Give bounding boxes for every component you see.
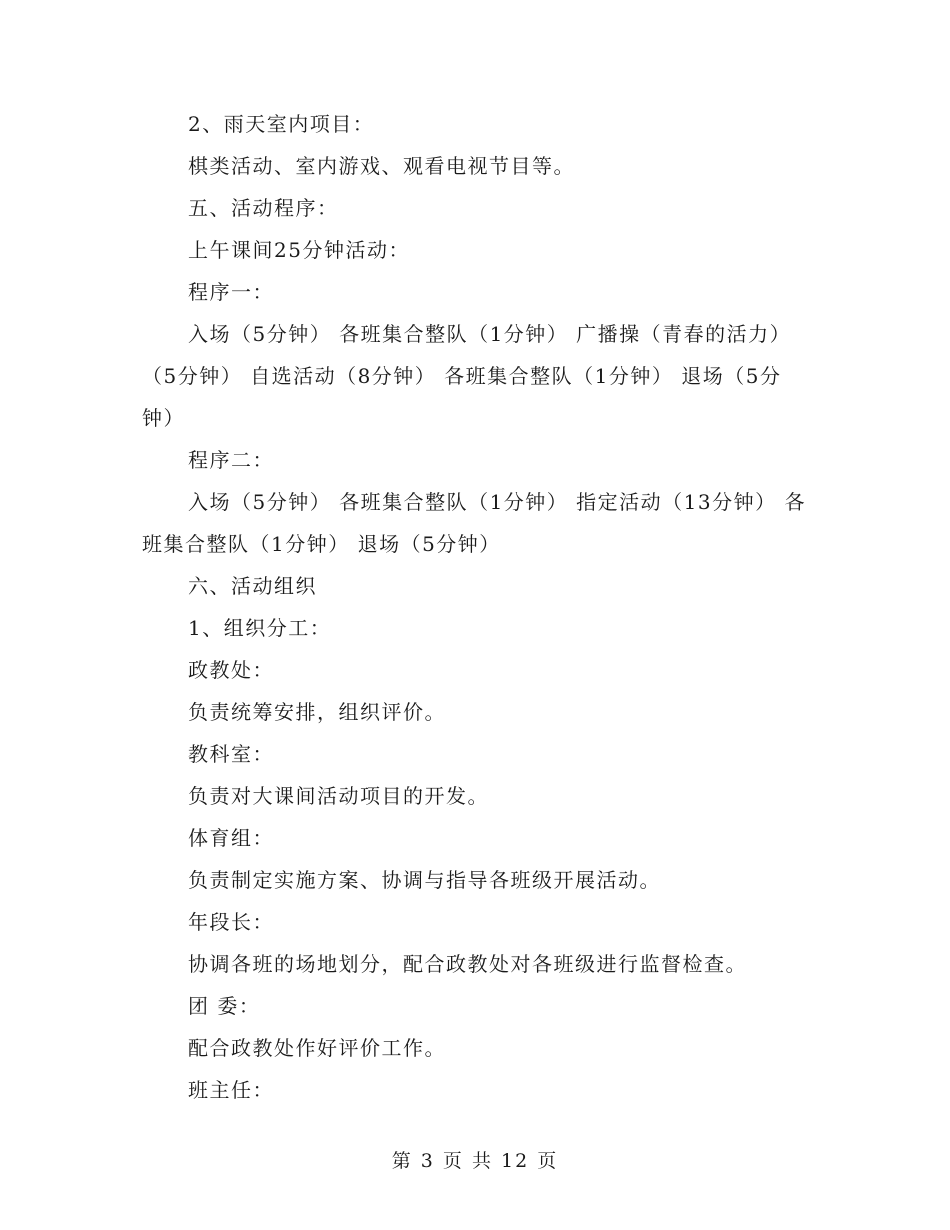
paragraph-indoor-activities: 棋类活动、室内游戏、观看电视节目等。 <box>188 154 575 178</box>
heading-activity-organization: 六、活动组织 <box>188 574 317 598</box>
paragraph-pe-duty: 负责制定实施方案、协调与指导各班级开展活动。 <box>188 868 661 892</box>
paragraph-procedure-one-steps: 入场（5分钟） 各班集合整队（1分钟） 广播操（青春的活力）（5分钟） 自选活动（8分钟） 各班集合整队（1分钟） 退场（5分钟） <box>142 322 792 430</box>
paragraph-research-duty: 负责对大课间活动项目的开发。 <box>188 784 489 808</box>
label-pe-group: 体育组： <box>188 826 274 850</box>
label-grade-leader: 年段长： <box>188 910 274 934</box>
paragraph-youth-league-duty: 配合政教处作好评价工作。 <box>188 1036 446 1060</box>
label-class-teacher: 班主任： <box>188 1078 274 1102</box>
document-body <box>142 103 810 1111</box>
paragraph-political-education-duty: 负责统筹安排，组织评价。 <box>188 700 446 724</box>
paragraph-morning-break: 上午课间25分钟活动： <box>188 238 410 262</box>
heading-procedure-two: 程序二： <box>188 448 274 472</box>
paragraph-procedure-two-steps: 入场（5分钟） 各班集合整队（1分钟） 指定活动（13分钟） 各班集合整队（1分钟） 退场（5分钟） <box>142 490 806 556</box>
paragraph-grade-leader-duty: 协调各班的场地划分，配合政教处对各班级进行监督检查。 <box>188 952 747 976</box>
label-youth-league: 团 委： <box>188 994 261 1018</box>
label-political-education-office: 政教处： <box>188 658 274 682</box>
heading-activity-procedure: 五、活动程序： <box>188 196 339 220</box>
label-research-office: 教科室： <box>188 742 274 766</box>
paragraph-rainy-indoor: 2、雨天室内项目： <box>188 112 375 136</box>
heading-division-of-work: 1、组织分工： <box>188 616 332 640</box>
heading-procedure-one: 程序一： <box>188 280 274 304</box>
page-footer: 第 3 页 共 12 页 <box>391 1150 559 1172</box>
